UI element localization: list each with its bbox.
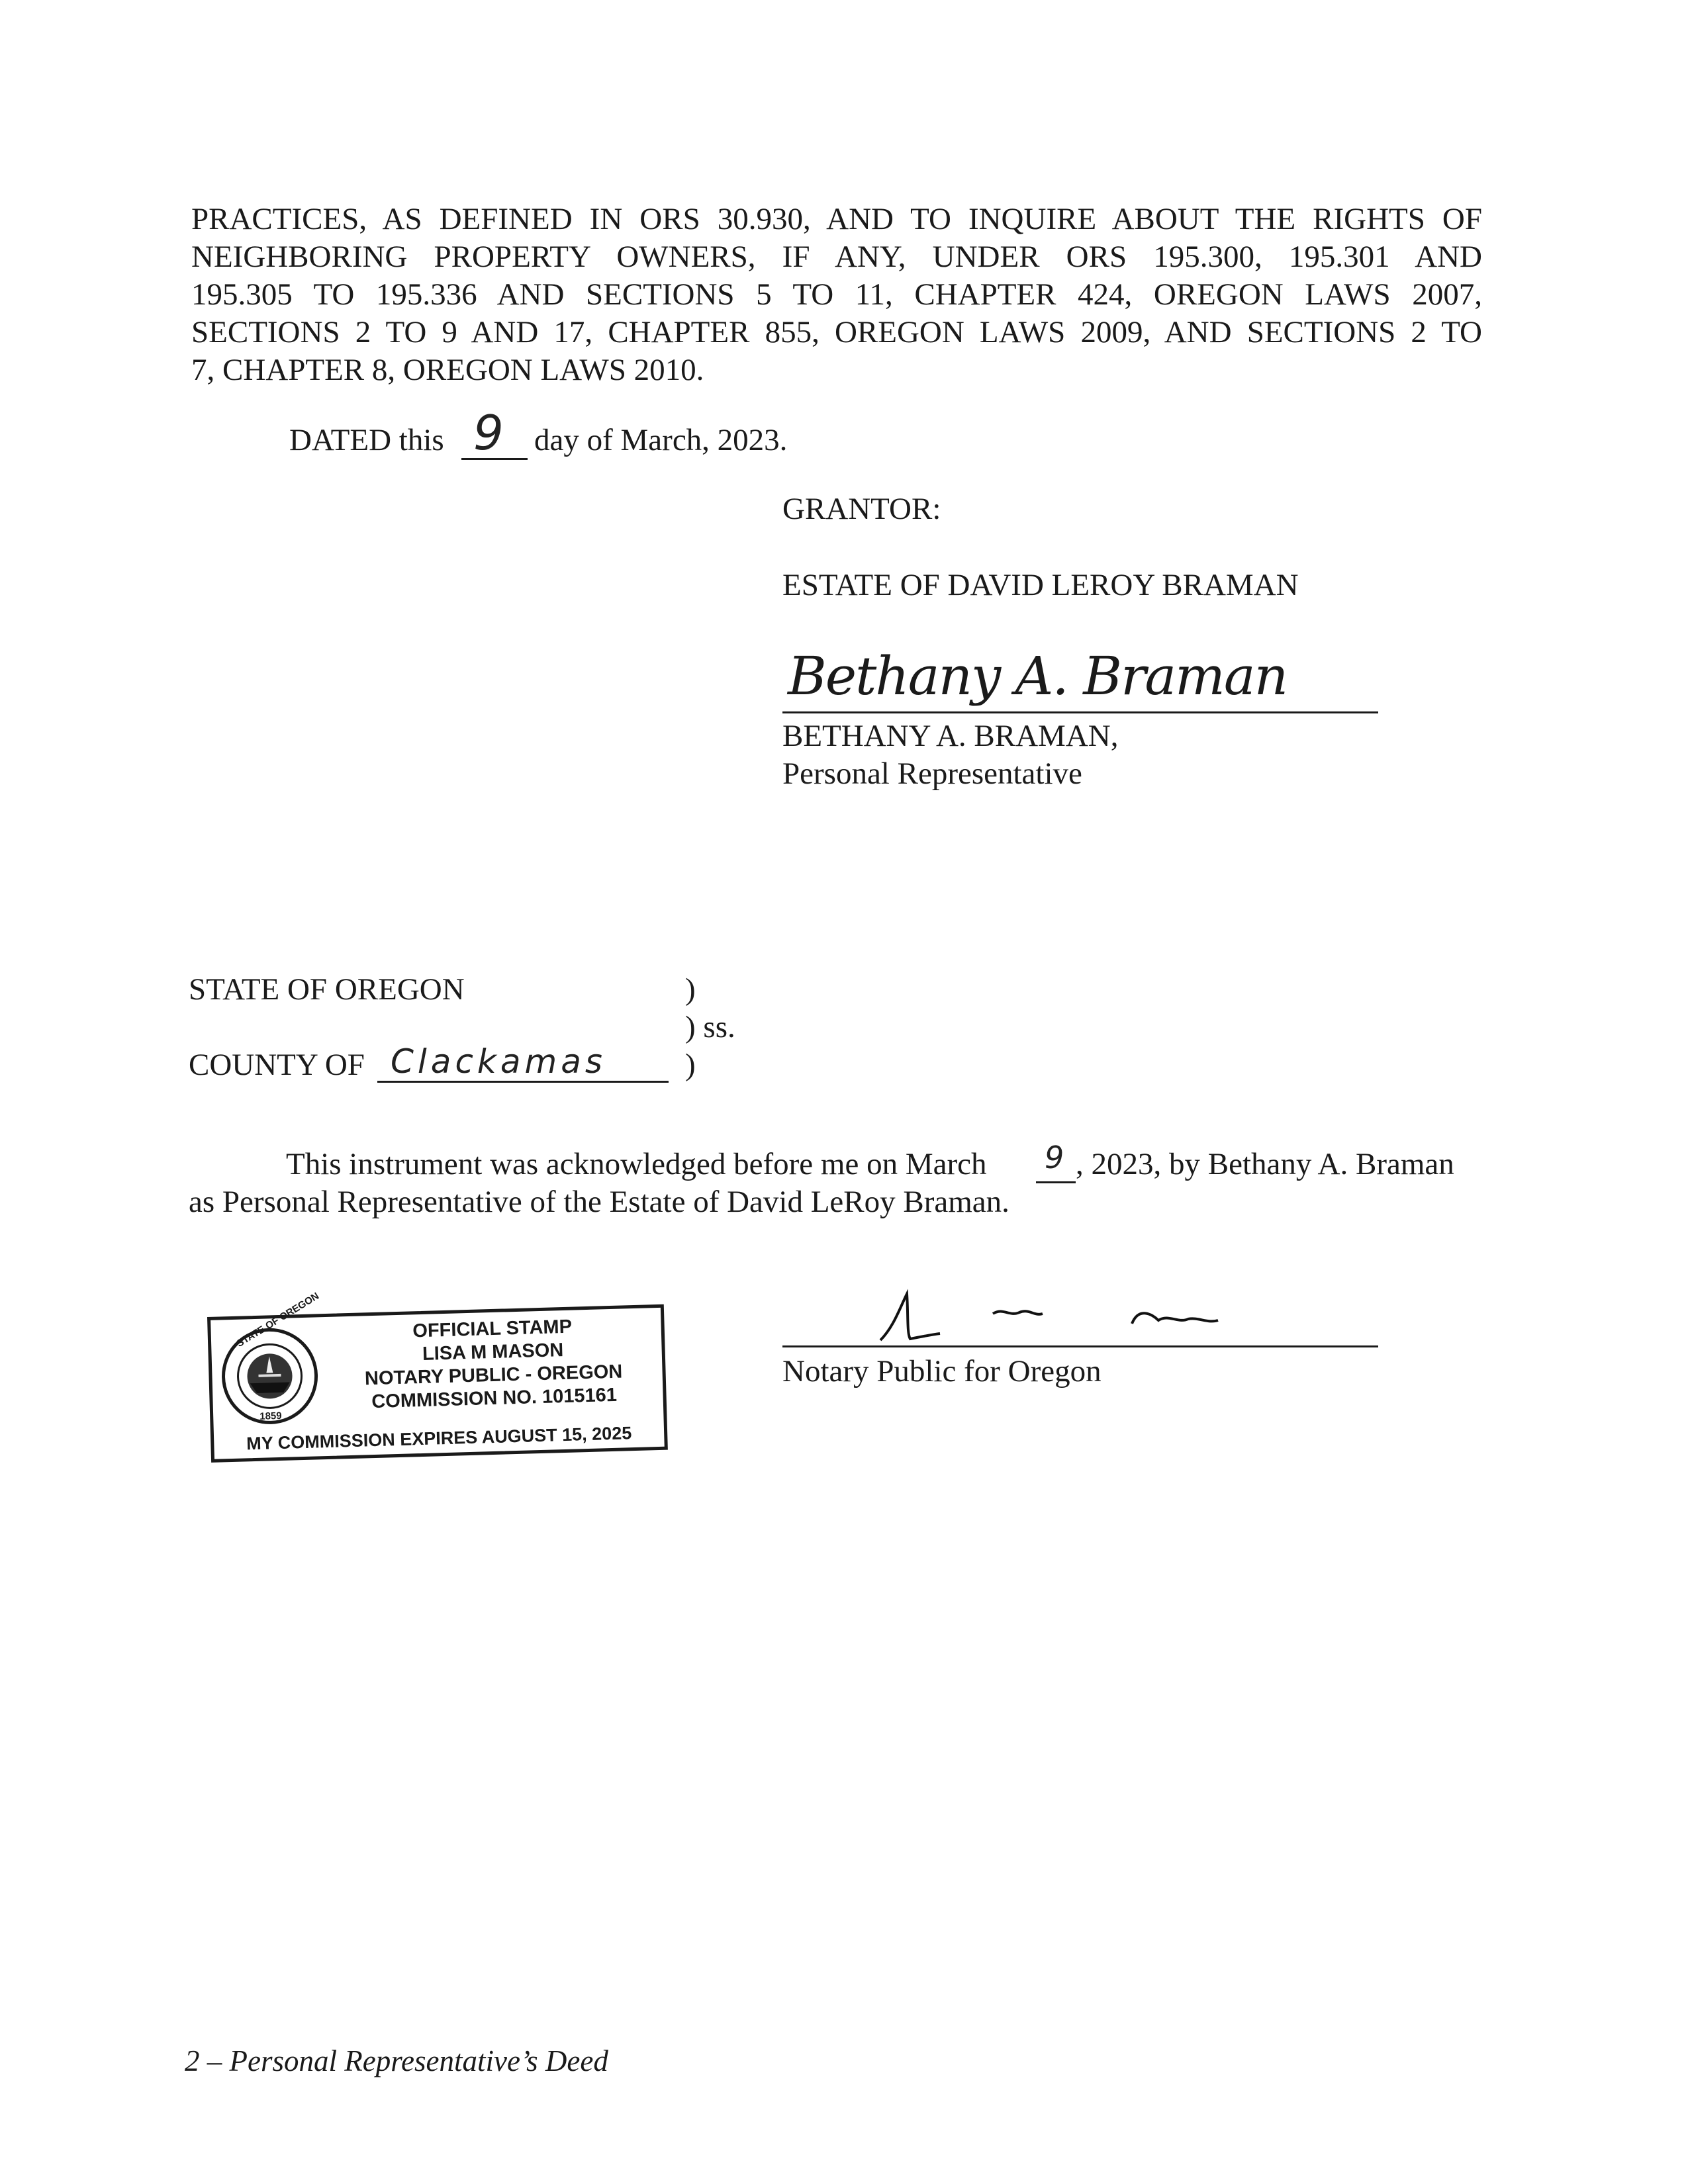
ack-line1-prefix: This instrument was acknowledged before me on March [286, 1147, 987, 1181]
venue-paren-3: ) [685, 1048, 696, 1082]
venue-paren-1: ) [685, 972, 696, 1007]
stamp-line-4: COMMISSION NO. 1015161 [371, 1384, 618, 1413]
grantor-title: Personal Representative [782, 756, 1082, 791]
venue-county-label: COUNTY OF [189, 1048, 365, 1082]
county-handwritten: Clackamas [391, 1042, 606, 1081]
notary-signature-line [782, 1345, 1378, 1347]
dated-prefix: DATED this [289, 423, 444, 457]
notary-label: Notary Public for Oregon [782, 1354, 1102, 1388]
grantor-signature-line [782, 711, 1378, 713]
body-line-2: NEIGHBORING PROPERTY OWNERS, IF ANY, UNDER ORS 195.300, 195.301 AND [191, 240, 1482, 274]
grantor-label: GRANTOR: [782, 492, 941, 526]
county-blank [377, 1081, 669, 1083]
body-line-5: 7, CHAPTER 8, OREGON LAWS 2010. [191, 353, 704, 387]
body-line-3: 195.305 TO 195.336 AND SECTIONS 5 TO 11, CHAPTER 424, OREGON LAWS 2007, [191, 277, 1482, 312]
ack-line1-suffix: , 2023, by Bethany A. Braman [1076, 1147, 1454, 1181]
page-footer: 2 – Personal Representative’s Deed [185, 2044, 608, 2077]
grantor-signature: Bethany A. Braman [788, 645, 1288, 707]
stamp-line-1: OFFICIAL STAMP [412, 1316, 573, 1342]
state-seal-icon [218, 1290, 322, 1427]
body-line-1: PRACTICES, AS DEFINED IN ORS 30.930, AND TO INQUIRE ABOUT THE RIGHTS OF [191, 202, 1482, 236]
seal-top-text: STATE OF OREGON [234, 1290, 322, 1350]
stamp-line-5: MY COMMISSION EXPIRES AUGUST 15, 2025 [246, 1423, 632, 1454]
ack-day-blank [1036, 1181, 1076, 1183]
ack-line2: as Personal Representative of the Estate of David LeRoy Braman. [189, 1185, 1009, 1219]
dated-suffix: day of March, 2023. [534, 423, 788, 457]
ack-day-handwritten: 9 [1045, 1140, 1064, 1175]
dated-day-handwritten: 9 [473, 405, 504, 461]
seal-year: 1859 [259, 1410, 282, 1422]
notary-stamp [207, 1290, 668, 1463]
body-line-4: SECTIONS 2 TO 9 AND 17, CHAPTER 855, OREGON LAWS 2009, AND SECTIONS 2 TO [191, 315, 1482, 349]
venue-state: STATE OF OREGON [189, 972, 465, 1007]
venue-ss: ) ss. [685, 1010, 735, 1044]
stamp-line-3: NOTARY PUBLIC - OREGON [364, 1361, 623, 1390]
notary-signature-scribble [861, 1287, 1271, 1347]
estate-name: ESTATE OF DAVID LEROY BRAMAN [782, 568, 1299, 602]
grantor-name: BETHANY A. BRAMAN, [782, 719, 1119, 753]
stamp-line-2: LISA M MASON [422, 1339, 564, 1365]
